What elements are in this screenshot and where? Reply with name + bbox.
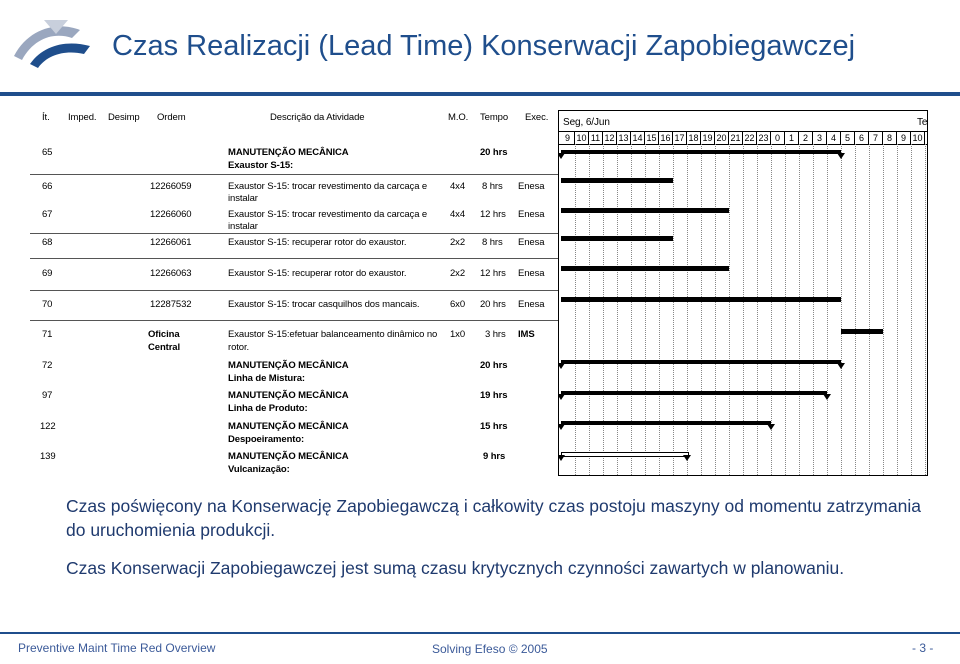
- col-header-item: Ít.: [42, 112, 50, 123]
- row-description-line2: Exaustor S-15:: [228, 160, 294, 171]
- gantt-hour-cell: 16: [659, 132, 673, 145]
- row-ordem: 12287532: [150, 299, 192, 310]
- gantt-hour-cell: 18: [687, 132, 701, 145]
- footer-left: Preventive Maint Time Red Overview: [18, 641, 216, 655]
- gantt-summary-endpoint: [837, 153, 845, 159]
- gantt-gridline: [911, 144, 912, 476]
- gantt-hour-cell: 15: [645, 132, 659, 145]
- row-tempo: 12 hrs: [480, 268, 506, 279]
- gantt-next-day-label: Te: [917, 117, 928, 128]
- gantt-chart: [558, 110, 928, 476]
- row-item-number: 68: [42, 237, 53, 248]
- row-mo: 1x0: [450, 329, 466, 340]
- row-mo: 6x0: [450, 299, 466, 310]
- row-description-line2: instalar: [228, 193, 258, 204]
- footer-divider: [0, 632, 960, 634]
- row-exec: Enesa: [518, 181, 545, 192]
- row-description-line2: rotor.: [228, 342, 250, 353]
- row-item-number: 65: [42, 147, 53, 158]
- gantt-gridline: [617, 144, 618, 476]
- gantt-gridline: [883, 144, 884, 476]
- gantt-hour-cell: 21: [729, 132, 743, 145]
- row-divider: [30, 258, 558, 259]
- row-mo: 2x2: [450, 237, 466, 248]
- row-item-number: 70: [42, 299, 53, 310]
- row-tempo: 8 hrs: [482, 237, 503, 248]
- row-mo: 4x4: [450, 209, 466, 220]
- gantt-gridline: [813, 144, 814, 476]
- row-divider: [30, 174, 558, 175]
- row-description-line2: Linha de Mistura:: [228, 373, 305, 384]
- gantt-hour-cell: 17: [673, 132, 687, 145]
- caption-lead-time: Czas poświęcony na Konserwację Zapobiegawczą i całkowity czas postoju maszyny od momentu zatrzymania do uruchomienia produkcji.: [66, 496, 921, 540]
- row-divider: [30, 290, 558, 291]
- gantt-hour-cell: 20: [715, 132, 729, 145]
- gantt-gridline: [631, 144, 632, 476]
- col-header-exec: Exec.: [525, 112, 549, 123]
- col-header-descricao: Descrição da Atividade: [270, 112, 365, 123]
- gantt-hour-cell: 14: [631, 132, 645, 145]
- row-description: Exaustor S-15: trocar revestimento da carcaça e: [228, 181, 428, 192]
- row-tempo: 19 hrs: [480, 390, 508, 401]
- row-tempo: 15 hrs: [480, 421, 508, 432]
- gantt-timescale-header: [559, 111, 927, 145]
- gantt-gridline: [827, 144, 828, 476]
- col-header-imped: Imped.: [68, 112, 97, 123]
- row-tempo: 20 hrs: [480, 299, 506, 310]
- gantt-gridline: [897, 144, 898, 476]
- gantt-gridline: [673, 144, 674, 476]
- row-tempo: 9 hrs: [483, 451, 506, 462]
- gantt-bar: [561, 452, 689, 457]
- gantt-hour-cell: 7: [869, 132, 883, 145]
- gantt-hour-cell: 6: [855, 132, 869, 145]
- row-exec: IMS: [518, 329, 535, 340]
- gantt-gridline: [869, 144, 870, 476]
- row-description: Exaustor S-15: recuperar rotor do exaustor.: [228, 237, 407, 248]
- gantt-summary-endpoint: [558, 455, 565, 461]
- gantt-bar: [561, 421, 771, 425]
- row-exec: Enesa: [518, 268, 545, 279]
- gantt-gridline: [855, 144, 856, 476]
- gantt-gridline: [715, 144, 716, 476]
- task-table: [30, 110, 558, 476]
- gantt-summary-endpoint: [683, 455, 691, 461]
- row-tempo: 3 hrs: [485, 329, 506, 340]
- gantt-bar: [561, 266, 729, 271]
- row-description: Exaustor S-15:efetuar balanceamento dinâmico no: [228, 329, 438, 340]
- row-tempo: 12 hrs: [480, 209, 506, 220]
- gantt-summary-endpoint: [558, 363, 565, 369]
- row-tempo: 20 hrs: [480, 147, 508, 158]
- gantt-gridline: [589, 144, 590, 476]
- gantt-bar: [841, 329, 883, 334]
- footer-page-number: - 3 -: [912, 641, 934, 655]
- row-ordem: 12266063: [150, 268, 192, 279]
- gantt-summary-endpoint: [558, 153, 565, 159]
- gantt-hour-cell: 8: [883, 132, 897, 145]
- gantt-gridline: [785, 144, 786, 476]
- row-description: Exaustor S-15: trocar casquilhos dos mancais.: [228, 299, 420, 310]
- footer-center: Solving Efeso © 2005: [432, 642, 548, 656]
- gantt-hour-cell: 1: [785, 132, 799, 145]
- row-description: MANUTENÇÃO MECÂNICA: [228, 421, 349, 432]
- row-exec: Enesa: [518, 209, 545, 220]
- gantt-hour-cell: 22: [743, 132, 757, 145]
- gantt-summary-endpoint: [767, 424, 775, 430]
- row-tempo: 20 hrs: [480, 360, 508, 371]
- row-description-line2: Linha de Produto:: [228, 403, 308, 414]
- row-item-number: 69: [42, 268, 53, 279]
- row-tempo: 8 hrs: [482, 181, 503, 192]
- row-mo: 4x4: [450, 181, 466, 192]
- row-imped-line2: Central: [148, 342, 181, 353]
- gantt-hour-cell: 10: [575, 132, 589, 145]
- gantt-gridline: [575, 144, 576, 476]
- gantt-hour-cell: 5: [841, 132, 855, 145]
- row-ordem: 12266061: [150, 237, 192, 248]
- gantt-gridline: [799, 144, 800, 476]
- gantt-hour-cell: 19: [701, 132, 715, 145]
- gantt-gridline: [757, 144, 758, 476]
- gantt-hour-cell: 9: [561, 132, 575, 145]
- row-divider: [30, 320, 558, 321]
- gantt-bar: [561, 178, 673, 183]
- gantt-gridline: [687, 144, 688, 476]
- gantt-hour-cell: 9: [897, 132, 911, 145]
- row-ordem: 12266059: [150, 181, 192, 192]
- row-description-line2: instalar: [228, 221, 258, 232]
- row-exec: Enesa: [518, 299, 545, 310]
- row-description: MANUTENÇÃO MECÂNICA: [228, 451, 349, 462]
- gantt-summary-endpoint: [837, 363, 845, 369]
- gantt-summary-endpoint: [558, 394, 565, 400]
- gantt-bar: [561, 150, 841, 154]
- row-item-number: 67: [42, 209, 53, 220]
- gantt-summary-endpoint: [558, 424, 565, 430]
- row-imped: Oficina: [148, 329, 180, 340]
- gantt-hour-cell: 12: [603, 132, 617, 145]
- gantt-hour-cell: 11: [589, 132, 603, 145]
- gantt-hour-cell: 2: [799, 132, 813, 145]
- gantt-gridline: [603, 144, 604, 476]
- col-header-mo: M.O.: [448, 112, 469, 123]
- row-item-number: 97: [42, 390, 53, 401]
- row-item-number: 122: [40, 421, 56, 432]
- gantt-gridline: [841, 144, 842, 476]
- gantt-hour-cell: 23: [757, 132, 771, 145]
- row-description-line2: Despoeiramento:: [228, 434, 305, 445]
- gantt-hour-cell: 4: [827, 132, 841, 145]
- row-ordem: 12266060: [150, 209, 192, 220]
- gantt-bar: [561, 391, 827, 395]
- gantt-day-label: Seg, 6/Jun: [563, 117, 610, 128]
- gantt-gridline: [701, 144, 702, 476]
- row-description: MANUTENÇÃO MECÂNICA: [228, 360, 349, 371]
- page-title: Czas Realizacji (Lead Time) Konserwacji Zapobiegawczej: [112, 30, 856, 62]
- gantt-gridline: [925, 144, 926, 476]
- row-description-line2: Vulcanização:: [228, 464, 290, 475]
- gantt-body: [559, 144, 927, 476]
- col-header-desimp: Desimp: [108, 112, 140, 123]
- row-mo: 2x2: [450, 268, 466, 279]
- gantt-hour-cell: 0: [771, 132, 785, 145]
- row-description: MANUTENÇÃO MECÂNICA: [228, 147, 349, 158]
- row-item-number: 71: [42, 329, 53, 340]
- company-logo: [10, 16, 94, 70]
- title-divider: [0, 92, 960, 96]
- gantt-hour-cell: 3: [813, 132, 827, 145]
- gantt-bar: [561, 208, 729, 213]
- gantt-gridline: [645, 144, 646, 476]
- gantt-summary-endpoint: [823, 394, 831, 400]
- gantt-gridline: [729, 144, 730, 476]
- row-item-number: 72: [42, 360, 53, 371]
- gantt-gridline: [659, 144, 660, 476]
- row-item-number: 139: [40, 451, 56, 462]
- gantt-gridline: [743, 144, 744, 476]
- col-header-tempo: Tempo: [480, 112, 509, 123]
- row-divider: [30, 233, 558, 234]
- col-header-ordem: Ordem: [157, 112, 186, 123]
- gantt-bar: [561, 236, 673, 241]
- caption-maintenance-time: Czas Konserwacji Zapobiegawczej jest sumą czasu krytycznych czynności zawartych w planowaniu.: [66, 558, 845, 578]
- row-description: Exaustor S-15: trocar revestimento da carcaça e: [228, 209, 428, 220]
- gantt-hour-cell: 13: [617, 132, 631, 145]
- gantt-hour-cell: 10: [911, 132, 925, 145]
- gantt-hour-row: [559, 131, 927, 145]
- gantt-bar: [561, 360, 841, 364]
- row-description: Exaustor S-15: recuperar rotor do exaustor.: [228, 268, 407, 279]
- gantt-bar: [561, 297, 841, 302]
- row-item-number: 66: [42, 181, 53, 192]
- row-description: MANUTENÇÃO MECÂNICA: [228, 390, 349, 401]
- row-exec: Enesa: [518, 237, 545, 248]
